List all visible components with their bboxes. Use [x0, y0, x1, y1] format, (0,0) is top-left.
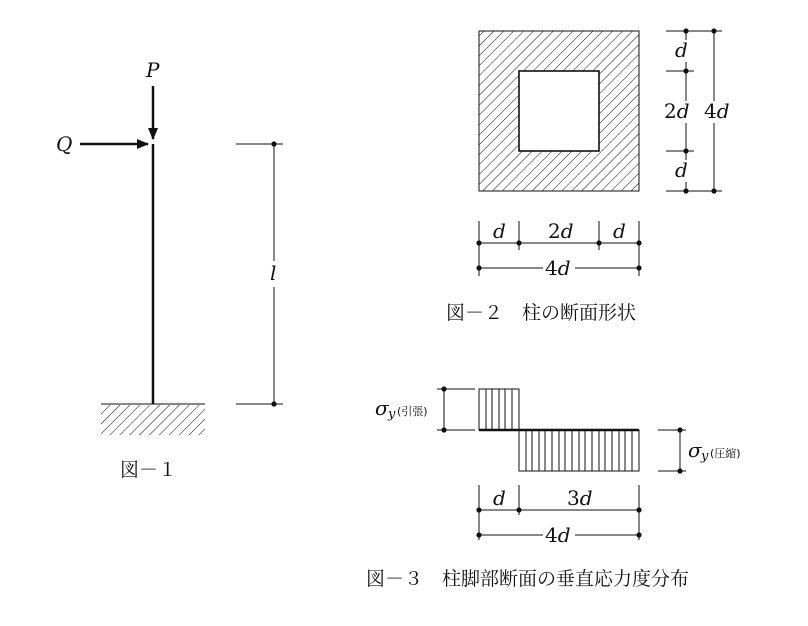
figure-1-caption: 図－１: [120, 459, 178, 481]
figure-2: [446, 28, 731, 324]
horizontal-load-label: Q: [56, 132, 73, 156]
dimension-dot: [677, 427, 682, 432]
dimension-dot: [476, 507, 481, 512]
stress-width-label-4d: 4d: [545, 523, 571, 547]
figure-2-caption: 図－２ 柱の断面形状: [446, 302, 637, 324]
tension-stress-block: [479, 389, 519, 430]
dimension-dot: [476, 532, 481, 537]
dimension-dot: [711, 28, 716, 33]
length-label: l: [270, 261, 277, 285]
stress-width-dimensions: [476, 485, 641, 547]
dimension-dot: [683, 28, 688, 33]
dimension-dot: [476, 240, 481, 245]
dimension-dot: [677, 468, 682, 473]
tension-sigma-subscript: y: [388, 407, 396, 422]
stress-width-label-d: d: [493, 486, 506, 510]
dimension-dot: [636, 507, 641, 512]
dimension-dot: [683, 148, 688, 153]
width-label-2d: 2d: [548, 219, 574, 243]
tension-stress-dimension: [375, 386, 475, 432]
compression-stress-dimension: [658, 427, 741, 473]
height-label-2d: 2d: [664, 99, 690, 123]
figure-1: [56, 58, 283, 481]
height-label-d-bottom: d: [675, 158, 688, 182]
dimension-dot: [683, 188, 688, 193]
dimension-dot: [516, 507, 521, 512]
compression-sigma-symbol: σ: [688, 438, 702, 462]
dimension-dot: [711, 188, 716, 193]
tension-label: (引張): [397, 405, 428, 418]
width-label-d-right: d: [613, 219, 626, 243]
compression-sigma-subscript: y: [701, 449, 709, 464]
dimension-dot: [441, 386, 446, 391]
width-label-d-left: d: [493, 219, 506, 243]
figure-3-caption: 図－３ 柱脚部断面の垂直応力度分布: [366, 568, 690, 590]
section-height-dimensions: [663, 28, 731, 193]
height-label-d-top: d: [675, 38, 688, 62]
dimension-dot: [596, 240, 601, 245]
compression-stress-block: [519, 430, 639, 471]
figure-3: [366, 386, 741, 590]
height-label-4d: 4d: [704, 99, 730, 123]
dimension-dot: [516, 240, 521, 245]
stress-width-label-3d: 3d: [567, 486, 593, 510]
dimension-dot: [636, 240, 641, 245]
length-dimension: [236, 141, 283, 406]
fixed-support-hatch: [101, 405, 205, 435]
vertical-load-label: P: [146, 58, 160, 82]
dimension-dot: [441, 427, 446, 432]
dimension-dot: [636, 532, 641, 537]
section-inner-hole: [519, 71, 599, 151]
dimension-dot: [271, 401, 276, 406]
compression-label: (圧縮): [710, 447, 741, 460]
dimension-dot: [683, 68, 688, 73]
section-width-dimensions: [476, 219, 641, 280]
tension-sigma-symbol: σ: [375, 396, 389, 420]
dimension-dot: [476, 265, 481, 270]
dimension-dot: [636, 265, 641, 270]
dimension-dot: [271, 141, 276, 146]
width-label-4d: 4d: [545, 256, 571, 280]
